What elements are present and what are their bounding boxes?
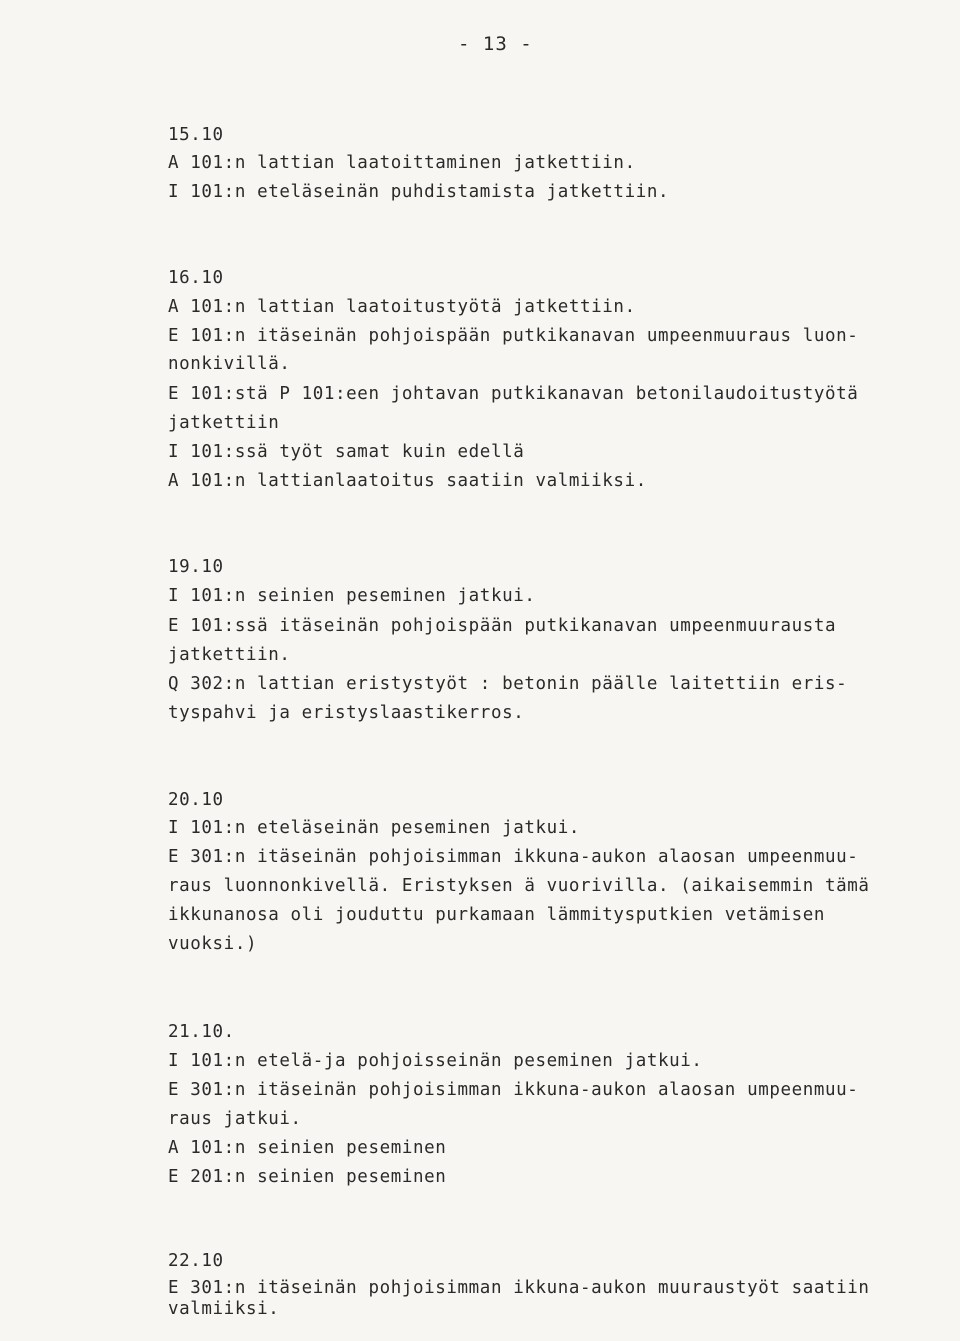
text-line: jatkettiin.: [168, 645, 291, 665]
text-line: E 101:ssä itäseinän pohjoispään putkikanavan umpeenmuurausta: [168, 616, 837, 636]
text-line: E 101:n itäseinän pohjoispään putkikanavan umpeenmuuraus luon-: [168, 326, 859, 346]
text-line: I 101:ssä työt samat kuin edellä: [168, 442, 525, 462]
text-line: I 101:n eteläseinän peseminen jatkui.: [168, 818, 581, 838]
text-line: A 101:n lattianlaatoitus saatiin valmiiksi.: [168, 471, 647, 491]
text-line: raus jatkui.: [168, 1109, 302, 1129]
entry-date: 15.10: [168, 125, 224, 145]
page-number: - 13 -: [458, 33, 533, 55]
text-line: tyspahvi ja eristyslaastikerros.: [168, 703, 525, 723]
text-line: I 101:n etelä-ja pohjoisseinän peseminen jatkui.: [168, 1051, 703, 1071]
text-line: valmiiksi.: [168, 1299, 280, 1319]
entry-date: 22.10: [168, 1251, 224, 1271]
text-line: E 301:n itäseinän pohjoisimman ikkuna-aukon muuraustyöt saatiin: [168, 1278, 870, 1298]
entry-date: 20.10: [168, 790, 224, 810]
text-line: A 101:n lattian laatoitustyötä jatkettiin.: [168, 297, 636, 317]
text-line: E 201:n seinien peseminen: [168, 1167, 447, 1187]
text-line: A 101:n seinien peseminen: [168, 1138, 447, 1158]
text-line: raus luonnonkivellä. Eristyksen ä vuorivilla. (aikaisemmin tämä: [168, 876, 870, 896]
text-line: vuoksi.): [168, 934, 258, 954]
text-line: jatkettiin: [168, 413, 280, 433]
text-line: E 301:n itäseinän pohjoisimman ikkuna-aukon alaosan umpeenmuu-: [168, 1080, 859, 1100]
text-line: A 101:n lattian laatoittaminen jatkettiin.: [168, 153, 636, 173]
text-line: Q 302:n lattian eristystyöt : betonin päälle laitettiin eris-: [168, 674, 848, 694]
text-line: E 101:stä P 101:een johtavan putkikanavan betonilaudoitustyötä: [168, 384, 859, 404]
text-line: I 101:n eteläseinän puhdistamista jatkettiin.: [168, 182, 670, 202]
entry-date: 16.10: [168, 268, 224, 288]
text-line: ikkunanosa oli jouduttu purkamaan lämmitysputkien vetämisen: [168, 905, 826, 925]
entry-date: 19.10: [168, 557, 224, 577]
text-line: I 101:n seinien peseminen jatkui.: [168, 586, 536, 606]
text-line: E 301:n itäseinän pohjoisimman ikkuna-aukon alaosan umpeenmuu-: [168, 847, 859, 867]
text-line: nonkivillä.: [168, 354, 291, 374]
entry-date: 21.10.: [168, 1022, 235, 1042]
